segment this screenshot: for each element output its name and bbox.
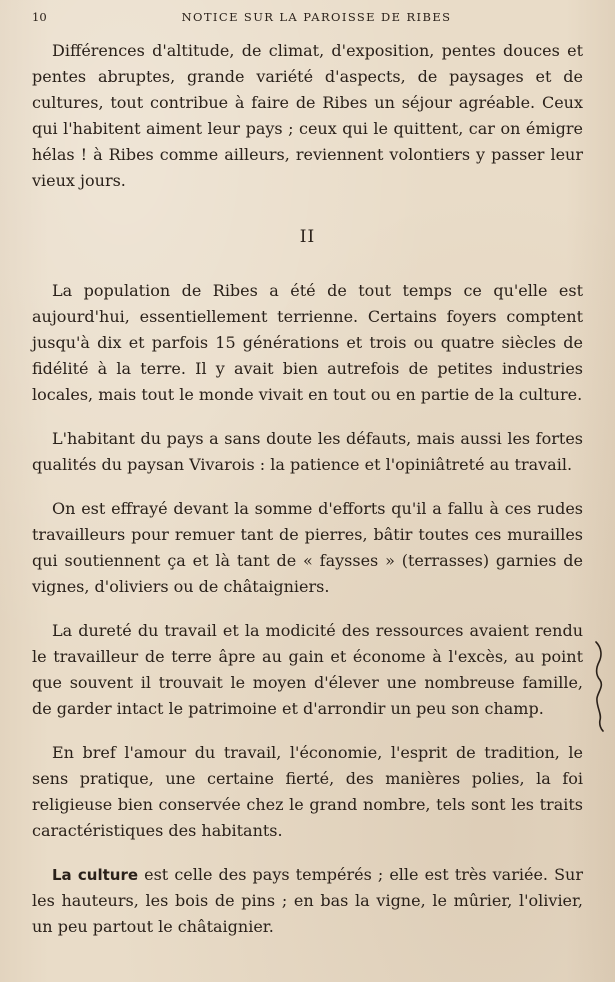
- paragraph-4: On est effrayé devant la somme d'efforts qu'il a fallu à ces rudes travailleurs pour remuer tant de pierres, bâtir toutes ces murailles qui soutiennent ça et là tant de « faysses » (terrasses) garnies de vignes, d'oliviers ou de châtaigniers.: [32, 499, 583, 596]
- paragraph-1: Différences d'altitude, de climat, d'exposition, pentes douces et pentes abruptes, grande variété d'aspects, de paysages et de cultures, tout contribue à faire de Ribes un séjour agréable. Ceux qui l'habitent aiment leur pays ; ceux qui le quittent, car on émigre hélas ! à Ribes comme ailleurs, reviennent volontiers y passer leur vieux jours.: [32, 41, 583, 190]
- running-title: NOTICE SUR LA PAROISSE DE RIBES: [181, 10, 452, 24]
- section-number: II: [299, 227, 316, 247]
- paragraph-3: L'habitant du pays a sans doute les défauts, mais aussi les fortes qualités du paysan Vivarois : la patience et l'opiniâtreté au travail.: [32, 429, 583, 474]
- paragraph-7: [32, 862, 583, 940]
- running-head: [32, 10, 583, 32]
- body-text: [32, 38, 583, 940]
- paragraph-5: La dureté du travail et la modicité des ressources avaient rendu le travailleur de terre âpre au gain et économe à l'excès, au point que souvent il trouvait le moyen d'élever une nombreuse famille, de garder intact le patrimoine et d'arrondir un peu son champ.: [32, 621, 583, 718]
- paragraph-7-text: est celle des pays tempérés ; elle est très variée. Sur les hauteurs, les bois de pins ; en bas la vigne, le mûrier, l'olivier, un peu partout le châtaignier.: [32, 865, 583, 936]
- margin-brace-mark: [590, 640, 610, 732]
- page-number: 10: [32, 10, 47, 24]
- paragraph-6: En bref l'amour du travail, l'économie, l'esprit de tradition, le sens pratique, une certaine fierté, des manières polies, la foi religieuse bien conservée chez le grand nombre, tels sont les traits caractéristiques des habitants.: [32, 743, 583, 840]
- paragraph-7-lead: La culture: [52, 866, 139, 884]
- paragraph-2: La population de Ribes a été de tout temps ce qu'elle est aujourd'hui, essentiellement terrienne. Certains foyers comptent jusqu'à dix et parfois 15 générations et trois ou quatre siècles de fidélité à la terre. Il y avait bien autrefois de petites industries locales, mais tout le monde vivait en tout ou en partie de la culture.: [32, 281, 583, 404]
